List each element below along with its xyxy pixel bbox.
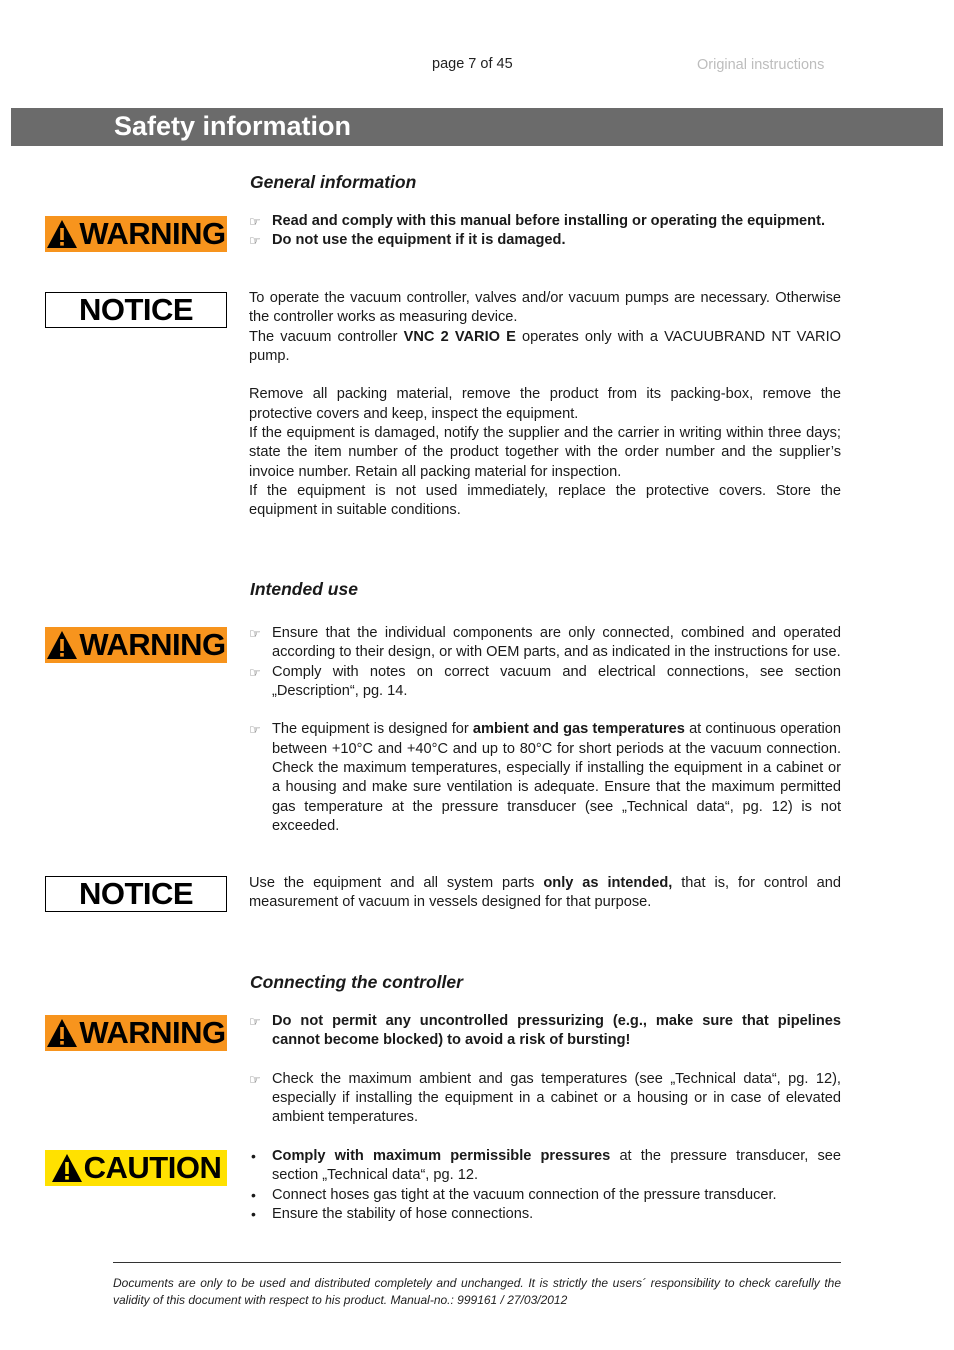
warning-triangle-icon — [46, 1018, 78, 1048]
list-item: ☞ Do not permit any uncontrolled pressurizing (e.g., make sure that pipelines cannot become blocked) to avoid a risk of bursting! — [249, 1013, 841, 1049]
section-banner — [11, 108, 943, 146]
list-item: ☞ Ensure that the individual components are only connected, combined and operated according to their design, or with OEM parts, and as indicated in the instructions for use. — [249, 625, 841, 661]
list-item: ☞ Read and comply with this manual before installing or operating the equipment. — [249, 212, 841, 231]
list-item: ☞ The equipment is designed for ambient and gas temperatures at continuous operation between +10°C and +40°C and up to 80°C for short periods at the vacuum connection. Check the maximum temperatures, especially if installing the equipment in a cabinet or a housing and make sure ventilation is adequate. Ensure that the maximum permitted gas temperature at the pressure transducer (see „Technical data“, pg. 12) is not exceeded. — [249, 721, 841, 834]
hand-pointer-icon: ☞ — [249, 1014, 261, 1029]
list-item: • Ensure the stability of hose connections. — [249, 1205, 841, 1224]
general-warning-list — [249, 212, 841, 251]
list-item: • Connect hoses gas tight at the vacuum connection of the pressure transducer. — [249, 1186, 841, 1205]
list-item: ☞ Check the maximum ambient and gas temperatures (see „Technical data“, pg. 12), especially if installing the equipment in a cabinet or a housing or in case of elevated ambient temperatures. — [249, 1070, 841, 1126]
bullet-icon: • — [251, 1148, 256, 1164]
footer-divider — [113, 1262, 841, 1263]
list-item: • Comply with maximum permissible pressures at the pressure transducer, see section „Technical data“, pg. 12. — [251, 1148, 841, 1184]
hand-pointer-icon: ☞ — [249, 722, 261, 738]
hand-pointer-icon: ☞ — [249, 626, 261, 641]
warning-sign — [45, 216, 227, 252]
intended-notice-text: Use the equipment and all system parts only as intended, that is, for control and measurement of vacuum in vessels designed for that purpose. — [249, 875, 841, 911]
bullet-icon: • — [251, 1205, 256, 1222]
list-item: ☞ Do not use the equipment if it is damaged. — [249, 231, 841, 250]
footer-disclaimer: Documents are only to be used and distributed completely and unchanged. It is strictly the users´ responsibility to check carefully the validity of this document with respect to his product. Manual-no.: 999161 / 27/03/2012 — [113, 1276, 841, 1307]
list-item: ☞ Comply with notes on correct vacuum and electrical connections, see section „Description“, pg. 14. — [249, 663, 841, 699]
warning-label: WARNING — [79, 216, 226, 251]
heading-connecting-controller: Connecting the controller — [250, 972, 463, 992]
hand-pointer-icon: ☞ — [249, 1071, 261, 1087]
caution-sign — [45, 1150, 227, 1186]
hand-pointer-icon: ☞ — [249, 214, 261, 229]
warning-triangle-icon — [46, 219, 78, 249]
notice-sign: NOTICE — [45, 292, 227, 328]
heading-general-information: General information — [250, 172, 417, 192]
warning-label: WARNING — [79, 627, 226, 662]
document-type-label: Original instructions — [697, 57, 825, 73]
heading-intended-use: Intended use — [250, 579, 358, 599]
intended-warning-list — [249, 624, 841, 836]
page-number: page 7 of 45 — [432, 56, 513, 72]
bullet-icon: • — [251, 1186, 256, 1203]
hand-pointer-icon: ☞ — [249, 233, 261, 249]
notice-sign: NOTICE — [45, 876, 227, 912]
section-title: Safety information — [114, 111, 352, 141]
warning-triangle-icon — [46, 630, 78, 660]
caution-triangle-icon — [51, 1153, 83, 1183]
warning-sign — [45, 627, 227, 663]
hand-pointer-icon: ☞ — [249, 664, 261, 680]
general-notice-text: To operate the vacuum controller, valves and/or vacuum pumps are necessary. Otherwise the controller works as measuring device. The vacuum controller VNC 2 VARIO E operates only with a VACUUBRAND NT VARIO pump. Remove all packing material, remove the product from its packing-box, remove the protective covers and keep, inspect the equipment. If the equipment is damaged, notify the supplier and the carrier in writing within three days; state the item number of the product together with the order number and the supplier’s invoice number. Retain all packing material for inspection. If the equipment is not used immediately, replace the protective covers. Store the equipment in suitable conditions. — [249, 290, 841, 519]
warning-sign — [45, 1015, 227, 1051]
connecting-caution-list — [249, 1147, 841, 1224]
connecting-warning-list — [249, 1012, 841, 1128]
caution-label: CAUTION — [83, 1150, 222, 1185]
warning-label: WARNING — [79, 1015, 226, 1050]
